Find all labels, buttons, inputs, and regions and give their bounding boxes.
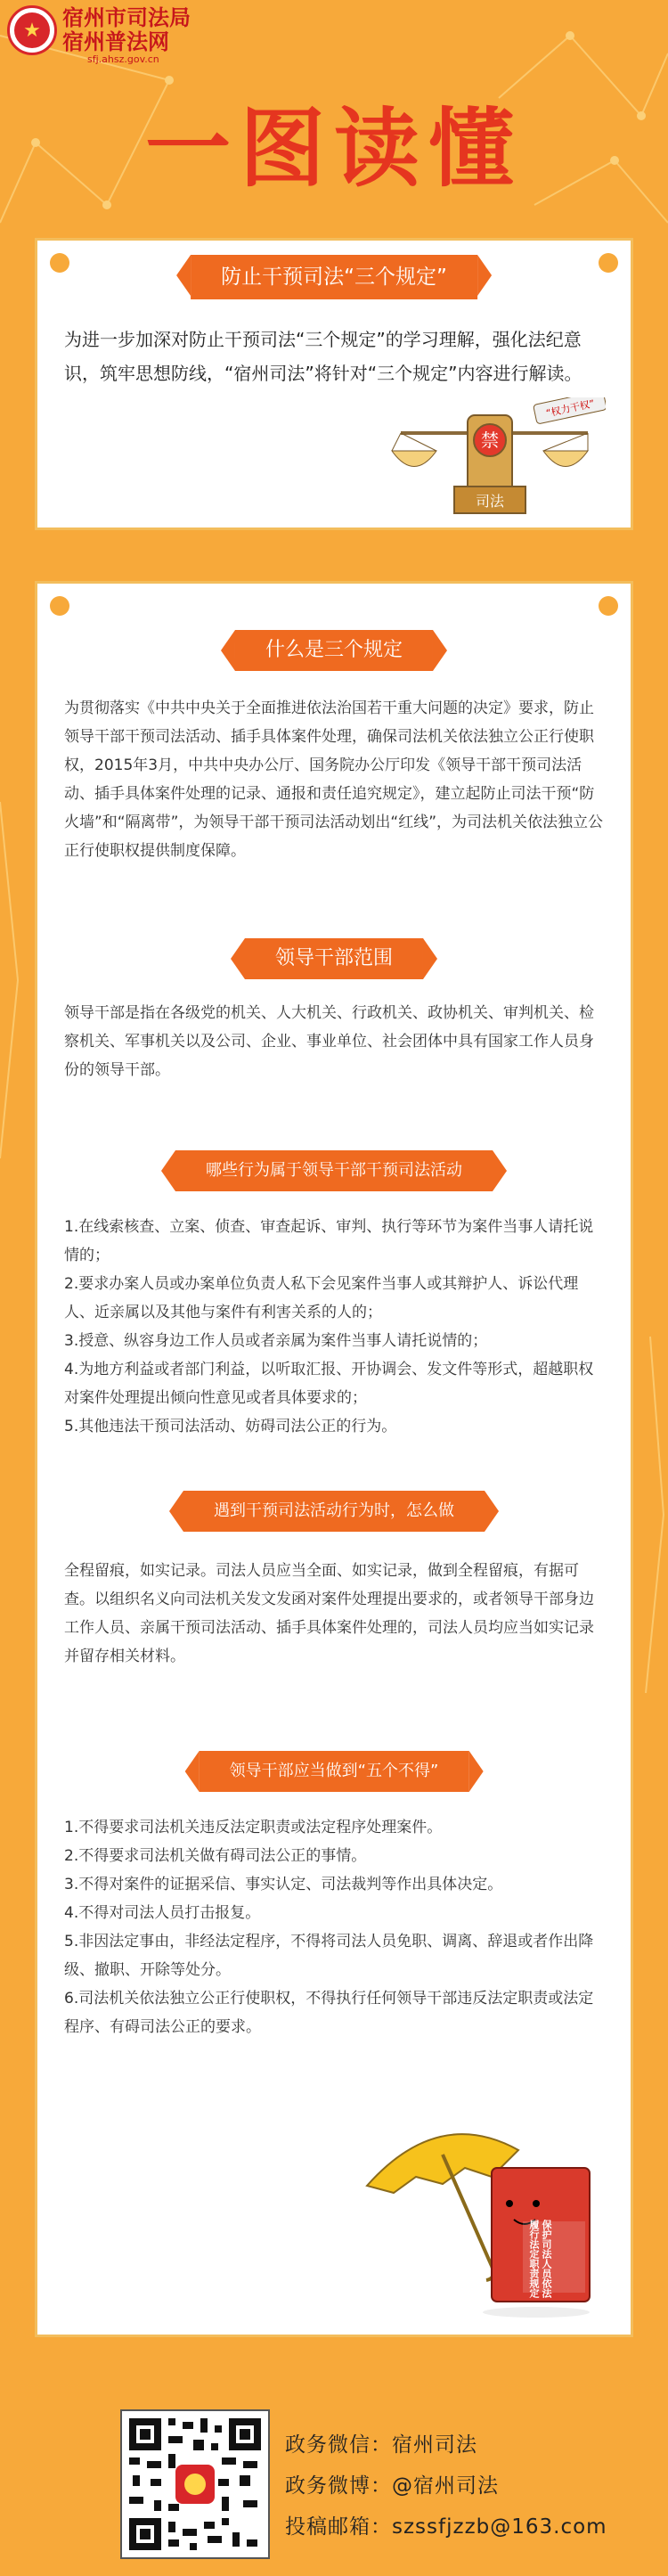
section-tag-interference-acts: 哪些行为属于领导干部干预司法活动: [175, 1150, 493, 1191]
interference-acts-list: [64, 1213, 607, 1441]
list-item: 4.不得对司法人员打击报复。: [64, 1904, 261, 1922]
list-item: 2.不得要求司法机关做有碍司法公正的事情。: [64, 1847, 367, 1865]
section-tag-what-to-do: 遇到干预司法活动行为时，怎么做: [183, 1491, 485, 1532]
brand-url: sfj.ahsz.gov.cn: [87, 53, 159, 65]
list-item: 6.司法机关依法独立公正行使职权，不得执行任何领导干部违反法定职责或法定程序、有碍司法公正的要求。: [64, 1990, 594, 2036]
scale-base-label: 司法: [475, 493, 505, 510]
list-item: 1.在线索核查、立案、侦查、审查起诉、审判、执行等环节为案件当事人请托说情的；: [64, 1218, 594, 1264]
corner-dot: [50, 253, 69, 273]
contact-wechat: 政务微信：宿州司法: [285, 2433, 477, 2457]
corner-dot: [599, 596, 618, 616]
list-item: 5.其他违法干预司法活动、妨碍司法公正的行为。: [64, 1418, 397, 1435]
list-item: 4.为地方利益或者部门利益，以听取汇报、开协调会、发文件等形式，超越职权对案件处理提出倾向性意见或者具体要求的；: [64, 1361, 594, 1407]
list-item: 5.非因法定事由，非经法定程序，不得将司法人员免职、调离、辞退或者作出降级、撤职、开除等处分。: [64, 1933, 594, 1979]
section-tag-scope: 领导干部范围: [245, 938, 423, 979]
corner-dot: [50, 596, 69, 616]
section-text-scope: 领导干部是指在各级党的机关、人大机关、行政机关、政协机关、审判机关、检察机关、军事机关以及公司、企业、事业单位、社会团体中具有国家工作人员身份的领导干部。: [64, 1004, 594, 1079]
intro-tag: 防止干预司法“三个规定”: [191, 255, 477, 299]
scales-of-justice-illustration: [383, 397, 606, 522]
main-title: 一图读懂: [145, 99, 523, 199]
five-prohibitions-list: [64, 1813, 607, 2041]
intro-card: [37, 241, 631, 527]
forbid-badge: 禁: [481, 429, 499, 451]
corner-dot: [599, 253, 618, 273]
qr-code: [120, 2409, 270, 2559]
court-emblem-logo: [7, 5, 57, 55]
brand-block: [62, 5, 191, 65]
power-note-label: “权力干权”: [544, 397, 596, 420]
section-text-what-to-do: 全程留痕，如实记录。司法人员应当全面、如实记录，做到全程留痕，有据可查。以组织名义向司法机关发文发函对案件处理提出要求的，或者领导干部身边工作人员、亲属干预司法活动、插手具体案件处理的，司法人员均应当如实记录并留存相关材料。: [64, 1562, 594, 1665]
brand-line-2: 宿州普法网: [62, 29, 169, 54]
contact-email: 投稿邮箱：szssfjzzb@163.com: [285, 2515, 607, 2539]
section-text-what-are-rules: 为贯彻落实《中共中央关于全面推进依法治国若干重大问题的决定》要求，防止领导干部干预司法活动、插手具体案件处理，确保司法机关依法独立公正行使职权，2015年3月，中共中央办公厅、国务院办公厅印发《领导干部干预司法活动、插手具体案件处理的记录、通报和责任追究规定》，建立起防止司法干预“防火墙”和“隔离带”，为领导干部干预司法活动划出“红线”，为司法机关依法独立公正行使职权提供制度保障。: [64, 699, 604, 860]
list-item: 3.不得对案件的证据采信、事实认定、司法裁判等作出具体决定。: [64, 1876, 503, 1893]
list-item: 2.要求办案人员或办案单位负责人私下会见案件当事人或其辩护人、诉讼代理人、近亲属以及其他与案件有利害关系的人的；: [64, 1275, 579, 1321]
section-tag-what-are-rules: 什么是三个规定: [235, 630, 433, 671]
section-tag-five-prohibitions: 领导干部应当做到“五个不得”: [200, 1751, 469, 1792]
emblem-star-icon: ★: [14, 12, 50, 48]
intro-text: 为进一步加深对防止干预司法“三个规定”的学习理解，强化法纪意识，筑牢思想防线，“宿州司法”将针对“三个规定”内容进行解读。: [64, 329, 582, 384]
contact-weibo: 政务微博：@宿州司法: [285, 2474, 499, 2498]
brand-line-1: 宿州市司法局: [62, 4, 191, 30]
umbrella-book-illustration: [358, 2114, 607, 2319]
qr-code-pattern: [122, 2411, 268, 2557]
umbrella-book-label: 保护司法人员依法履行法定职责规定: [528, 2220, 552, 2298]
list-item: 1.不得要求司法机关违反法定职责或法定程序处理案件。: [64, 1819, 443, 1836]
content-card: [37, 584, 631, 2335]
list-item: 3.授意、纵容身边工作人员或者亲属为案件当事人请托说情的；: [64, 1332, 488, 1350]
